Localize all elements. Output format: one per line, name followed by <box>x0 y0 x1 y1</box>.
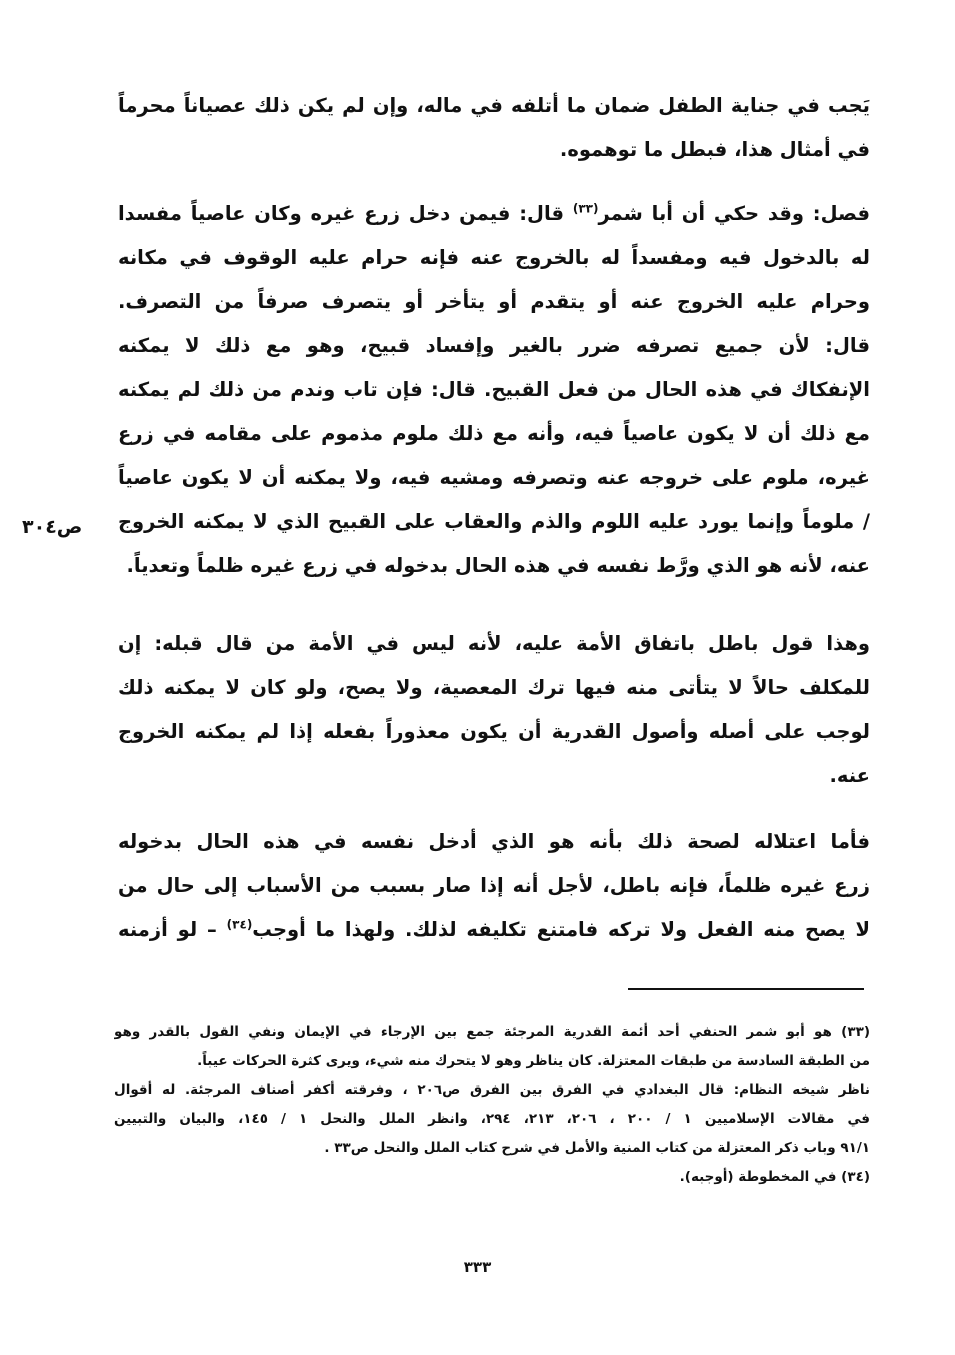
paragraph-2 <box>118 192 870 588</box>
paragraph-1 <box>118 84 870 172</box>
footnote-ref[interactable]: (٣٤) <box>226 917 253 932</box>
footnote-line: من الطبقة السادسة من طبقات المعتزلة. كان يناظر وهو لا يتحرك منه شيء، ويرى كثرة الحركات عيباً. <box>197 1053 870 1069</box>
footnote-line: ٩١/١ وباب ذكر المعتزلة من كتاب المنية والأمل في شرح كتاب الملل والنحل ص٣٣ . <box>324 1140 870 1156</box>
text-line: له بالدخول فيه ومفسداً له بالخروج عنه فإنه حرام عليه الوقوف في مكانه <box>118 246 870 269</box>
text-line: وهذا قول باطل باتفاق الأمة عليه، لأنه ليس في الأمة من قال قبله: إن <box>118 632 870 655</box>
text-segment: – لو أزمنه <box>118 918 227 941</box>
text-line: الإنفكاك في هذه الحال من فعل القبيح. قال: فإن تاب وندم من ذلك لم يمكنه <box>118 378 870 401</box>
footnote-separator <box>628 988 864 990</box>
footnote-line: ناظر شيخه النظام: قال البغدادي في الفرق بين الفرق ص٢٠٦ ، وفرقته أكفر أصناف المرجئة. له أقوال <box>114 1082 870 1098</box>
text-line: زرع غيره ظلماً، فإنه باطل، لأجل أنه إذا صار بسبب من الأسباب إلى حال من <box>118 874 870 897</box>
margin-page-reference: ص٣٠٤ <box>22 516 83 538</box>
text-segment: قال: فيمن دخل زرع غيره وكان عاصياً مفسدا <box>118 202 573 225</box>
text-line: / ملوماً وإنما يورد عليه اللوم والذم والعقاب على القبيح الذي لا يمكنه الخروج <box>118 510 870 533</box>
page-number: ٣٣٣ <box>463 1258 492 1276</box>
footnote-line: (٣٤) في المخطوطة (أوجبه). <box>679 1169 870 1185</box>
text-line <box>118 908 870 952</box>
footnote-line: في مقالات الإسلاميين ١ / ٢٠٠ ، ٢٠٦، ٢١٣، ٢٩٤، وانظر الملل والنحل ١ / ١٤٥، والبيان والتبيين <box>114 1111 870 1127</box>
text-line: لوجب على أصله وأصول القدرية أن يكون معذوراً بفعله إذا لم يمكنه الخروج <box>118 720 870 743</box>
text-line: عنه. <box>829 764 870 787</box>
text-segment: وقد حكي أن أبا شمر <box>598 202 813 225</box>
paragraph-4 <box>118 820 870 952</box>
text-line: للمكلف حالاً لا يتأتى منه فيها ترك المعصية، ولا يصح، ولو كان لا يمكنه ذلك <box>118 676 870 699</box>
text-line: في أمثال هذا، فبطل ما توهموه. <box>559 138 870 161</box>
text-line: عنه، لأنه هو الذي ورَّط نفسه في هذه الحال بدخوله في زرع غيره ظلماً وتعدياً. <box>126 554 870 577</box>
footnotes <box>114 1018 870 1192</box>
section-heading: فصل: <box>812 202 870 225</box>
text-line: غيره، ملوم على خروجه عنه وتصرفه ومشيه فيه، ولا يمكنه أن لا يكون عاصياً <box>118 466 870 489</box>
text-line: قال: لأن جميع تصرفه ضرر بالغير وإفساد قبيح، وهو مع ذلك لا يمكنه <box>118 334 870 357</box>
text-line: فأما اعتلاله لصحة ذلك بأنه هو الذي أدخل نفسه في هذه الحال بدخوله <box>118 830 870 853</box>
footnote-line: (٣٣) هو أبو شمر الحنفي أحد أئمة القدرية المرجئة جمع بين الإرجاء في الإيمان ونفي القول بالقدر وهو <box>114 1024 870 1040</box>
paragraph-3 <box>118 622 870 798</box>
text-segment: لا يصح منه الفعل ولا تركه فامتنع تكليفه لذلك. ولهذا ما أوجب <box>252 918 870 941</box>
text-line: وحرام عليه الخروج عنه أو يتقدم أو يتأخر أو يتصرف صرفاً من التصرف. <box>118 290 870 313</box>
text-line <box>118 192 870 236</box>
text-line: مع ذلك أن لا يكون عاصياً فيه، وأنه مع ذلك ملوم مذموم على مقامه في زرع <box>118 422 870 445</box>
text-line: يَجب في جناية الطفل ضمان ما أتلفه في ماله، وإن لم يكن ذلك عصياناً محرماً <box>118 94 870 117</box>
footnote-ref[interactable]: (٣٣) <box>572 201 599 216</box>
